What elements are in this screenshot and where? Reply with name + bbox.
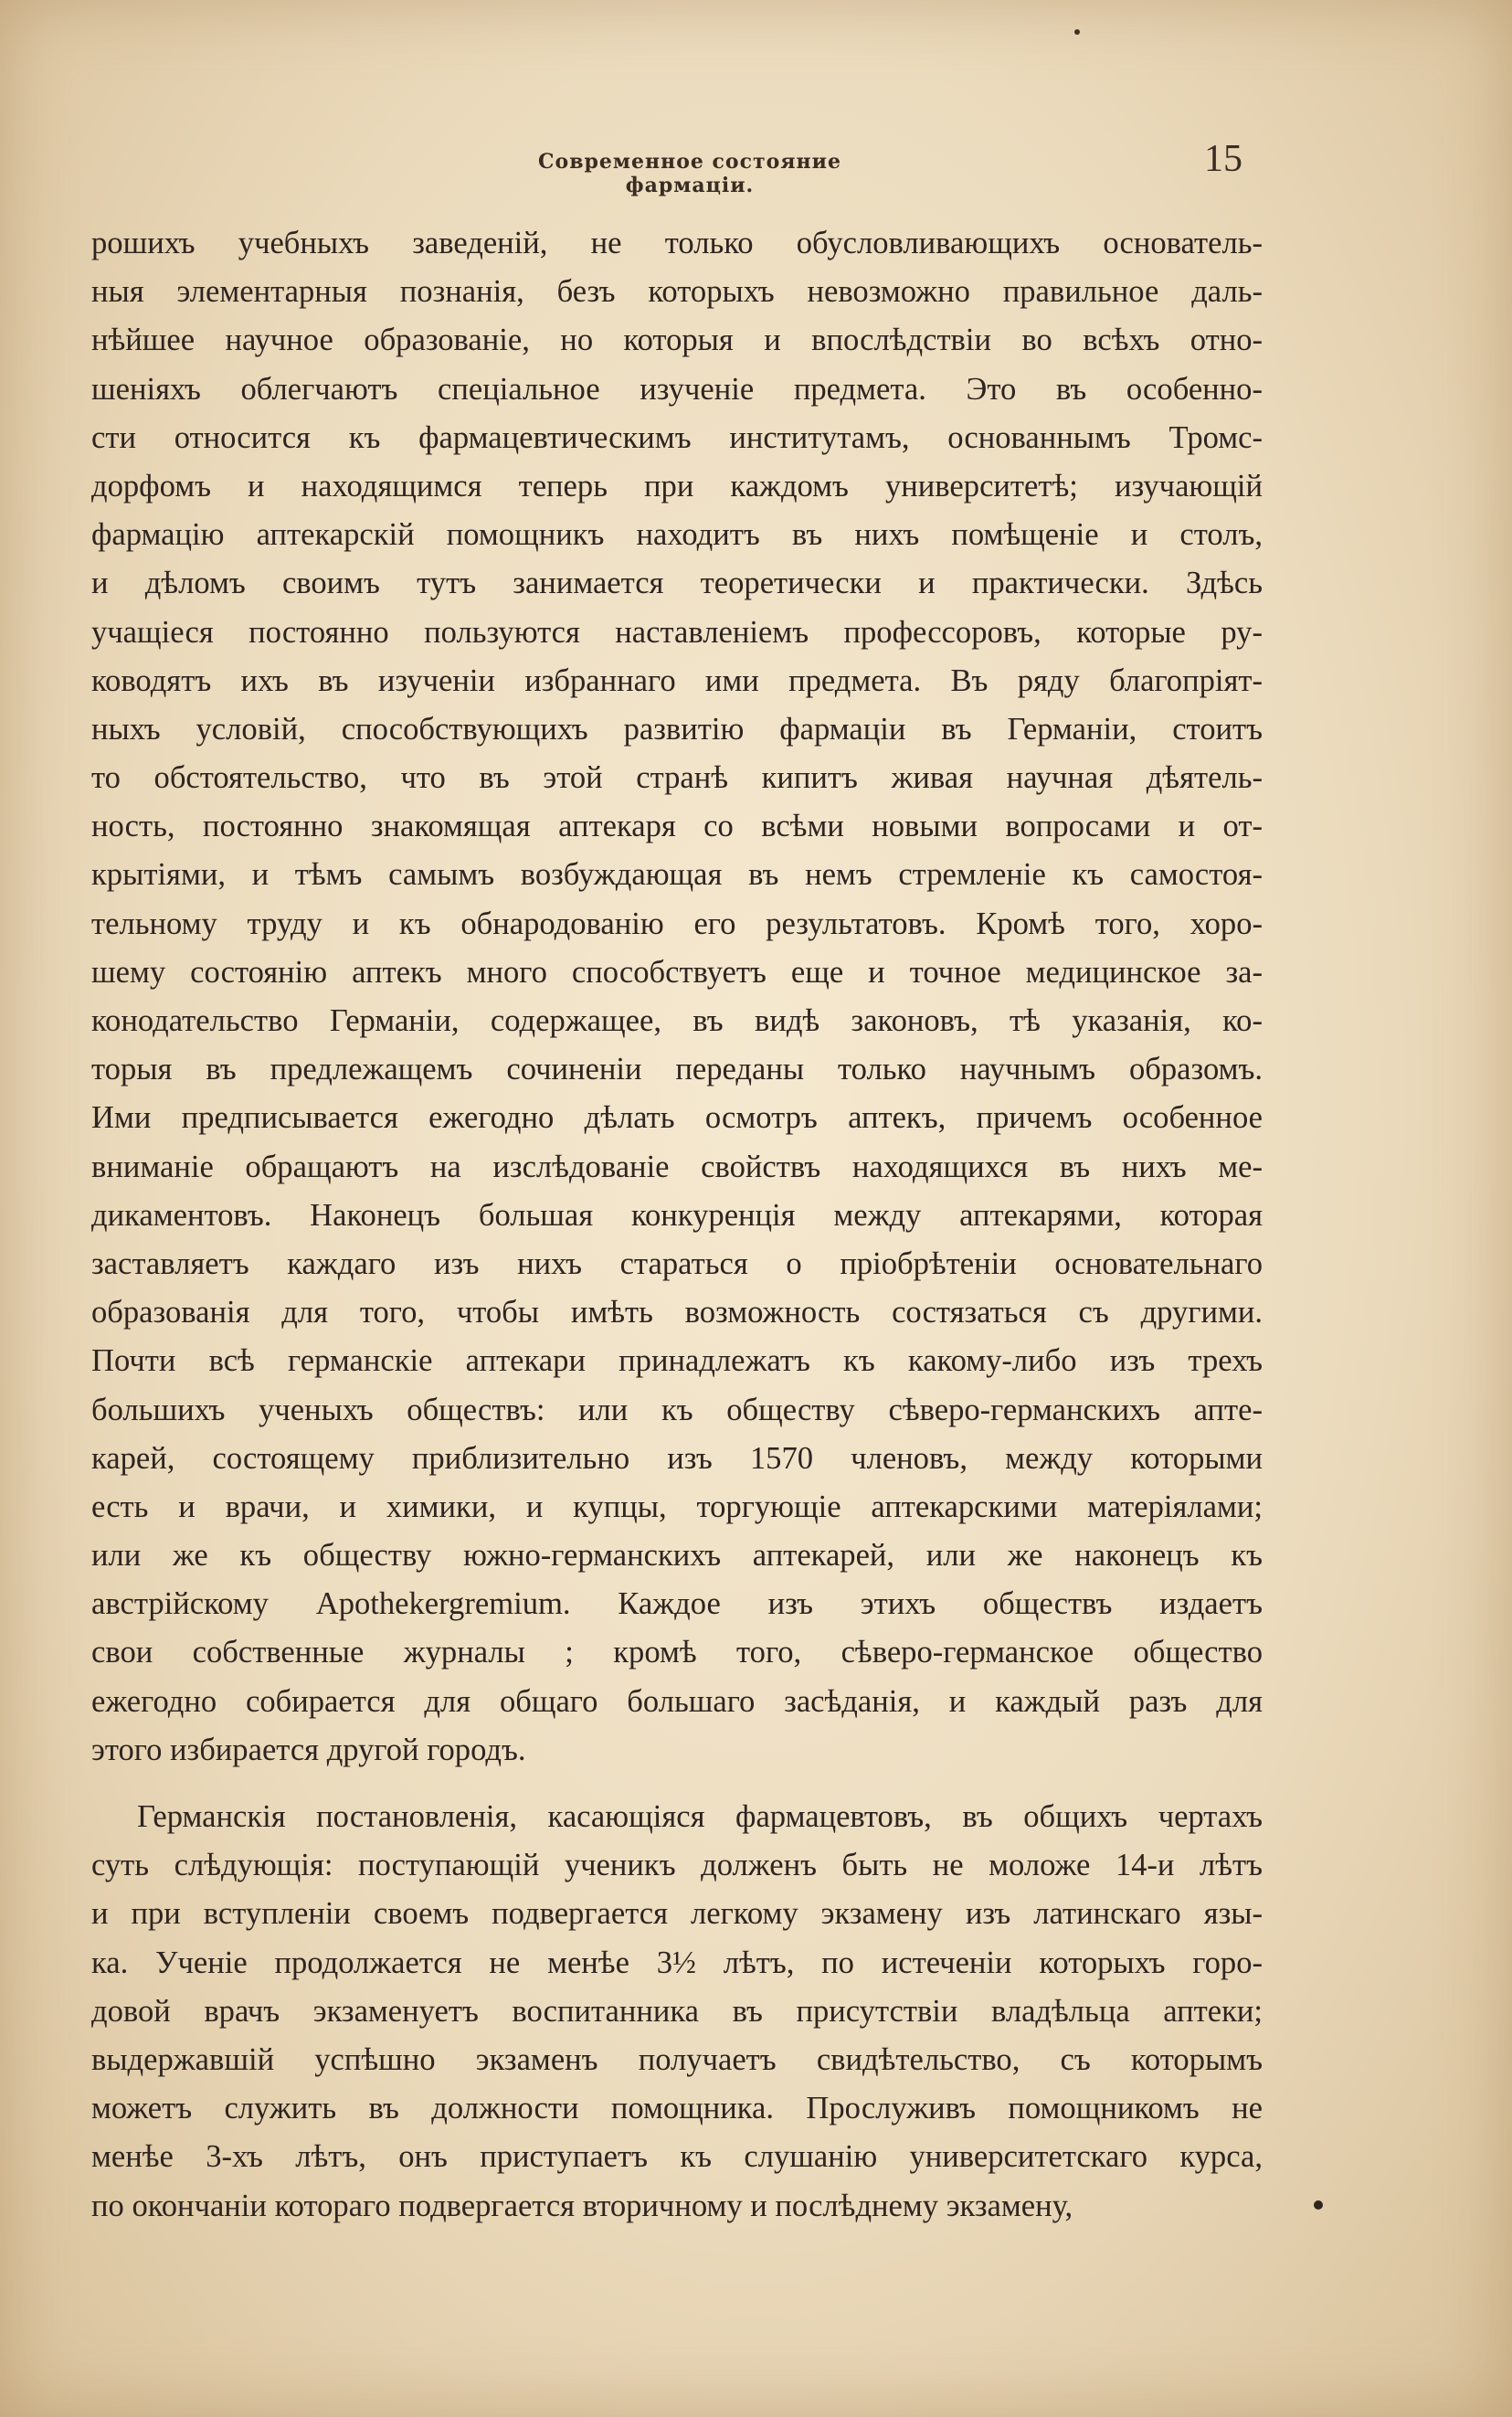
text-line: Почти всѣ германскіе аптекари принадлежатъ къ какому-либо изъ трехъ	[91, 1343, 1263, 1379]
paragraph	[91, 1793, 1263, 2231]
text-line: дорфомъ и находящимся теперь при каждомъ университетѣ; изучающій	[91, 468, 1263, 504]
text-line: ныхъ условій, способствующихъ развитію фармаціи въ Германіи, стоитъ	[91, 711, 1263, 747]
text-line: крытіями, и тѣмъ самымъ возбуждающая въ немъ стремленіе къ самостоя-	[91, 857, 1263, 893]
text-line: есть и врачи, и химики, и купцы, торгующіе аптекарскими матеріялами;	[91, 1489, 1263, 1524]
text-line: или же къ обществу южно-германскихъ аптекарей, или же наконецъ къ	[91, 1538, 1263, 1574]
text-line: ность, постоянно знакомящая аптекаря со всѣми новыми вопросами и от-	[91, 809, 1263, 844]
text-line: рошихъ учебныхъ заведеній, не только обусловливающихъ основатель-	[91, 226, 1263, 260]
text-line: и дѣломъ своимъ тутъ занимается теоретически и практически. Здѣсь	[91, 566, 1263, 601]
text-line: шеніяхъ облегчаютъ спеціальное изученіе предмета. Это въ особенно-	[91, 371, 1263, 407]
ink-speck	[1074, 29, 1080, 35]
text-line: торыя въ предлежащемъ сочиненіи переданы только научнымъ образомъ.	[91, 1052, 1263, 1087]
text-line: Ими предписывается ежегодно дѣлать осмотръ аптекъ, причемъ особенное	[91, 1100, 1263, 1136]
text-line: по окончаніи котораго подвергается вторичному и послѣднему экзамену,	[91, 2188, 1073, 2223]
text-line: конодательство Германіи, содержащее, въ видѣ законовъ, тѣ указанія, ко-	[91, 1003, 1263, 1038]
text-line: большихъ ученыхъ обществъ: или къ обществу сѣверо-германскихъ апте-	[91, 1392, 1263, 1427]
text-line: сти относится къ фармацевтическимъ институтамъ, основаннымъ Тромс-	[91, 419, 1263, 455]
text-line: дикаментовъ. Наконецъ большая конкуренція между аптекарями, которая	[91, 1197, 1263, 1233]
text-line: этого избирается другой городъ.	[91, 1732, 526, 1767]
text-line: выдержавшій успѣшно экзаменъ получаетъ свидѣтельство, съ которымъ	[91, 2041, 1263, 2077]
text-line: ководятъ ихъ въ изученіи избраннаго ими предмета. Въ ряду благопріят-	[91, 663, 1263, 698]
text-line: шему состоянію аптекъ много способствуетъ еще и точное медицинское за-	[91, 954, 1263, 990]
paragraph-gap	[91, 1775, 1263, 1793]
paragraph	[91, 219, 1263, 1775]
text-line: суть слѣдующія: поступающій ученикъ долженъ быть не моложе 14-и лѣтъ	[91, 1848, 1263, 1883]
page-number: 15	[1204, 138, 1242, 180]
body-text	[91, 219, 1263, 2231]
text-line: заставляетъ каждаго изъ нихъ стараться о пріобрѣтеніи основательнаго	[91, 1246, 1263, 1281]
ink-speck	[1314, 2200, 1323, 2210]
text-line: ежегодно собирается для общаго большаго засѣданія, и каждый разъ для	[91, 1683, 1263, 1719]
text-line: менѣе 3-хъ лѣтъ, онъ приступаетъ къ слушанію университетскаго курса,	[91, 2139, 1263, 2175]
text-line: фармацію аптекарскій помощникъ находитъ въ нихъ помѣщеніе и столъ,	[91, 517, 1263, 553]
text-line: и при вступленіи своемъ подвергается легкому экзамену изъ латинскаго язы-	[91, 1896, 1263, 1932]
text-line: вниманіе обращаютъ на изслѣдованіе свойствъ находящихся въ нихъ ме-	[91, 1149, 1263, 1184]
text-line: образованія для того, чтобы имѣть возможность состязаться съ другими.	[91, 1295, 1263, 1330]
text-line: можетъ служить въ должности помощника. Прослуживъ помощникомъ не	[91, 2091, 1263, 2126]
text-line: свои собственные журналы ; кромѣ того, сѣверо-германское общество	[91, 1635, 1263, 1670]
text-line: тельному труду и къ обнародованію его результатовъ. Кромѣ того, хоро-	[91, 906, 1263, 941]
text-line: австрійскому Apothekergremium. Каждое изъ этихъ обществъ издаетъ	[91, 1586, 1263, 1622]
text-line: учащіеся постоянно пользуются наставленіемъ профессоровъ, которые ру-	[91, 614, 1263, 650]
text-line: нѣйшее научное образованіе, но которыя и впослѣдствіи во всѣхъ отно-	[91, 323, 1263, 358]
text-line: довой врачъ экзаменуетъ воспитанника въ присутствіи владѣльца аптеки;	[91, 1993, 1263, 2029]
text-line: ка. Ученіе продолжается не менѣе 3½ лѣтъ, по истеченіи которыхъ горо-	[91, 1945, 1263, 1980]
text-line: карей, состоящему приблизительно изъ 1570 членовъ, между которыми	[91, 1440, 1263, 1476]
running-head: Современное состояние фармаціи.	[538, 150, 841, 197]
text-line: Германскія постановленія, касающіяся фармацевтовъ, въ общихъ чертахъ	[137, 1799, 1263, 1834]
text-line: ныя элементарныя познанія, безъ которыхъ невозможно правильное даль-	[91, 274, 1263, 310]
text-line: то обстоятельство, что въ этой странѣ кипитъ живая научная дѣятель-	[91, 760, 1263, 796]
